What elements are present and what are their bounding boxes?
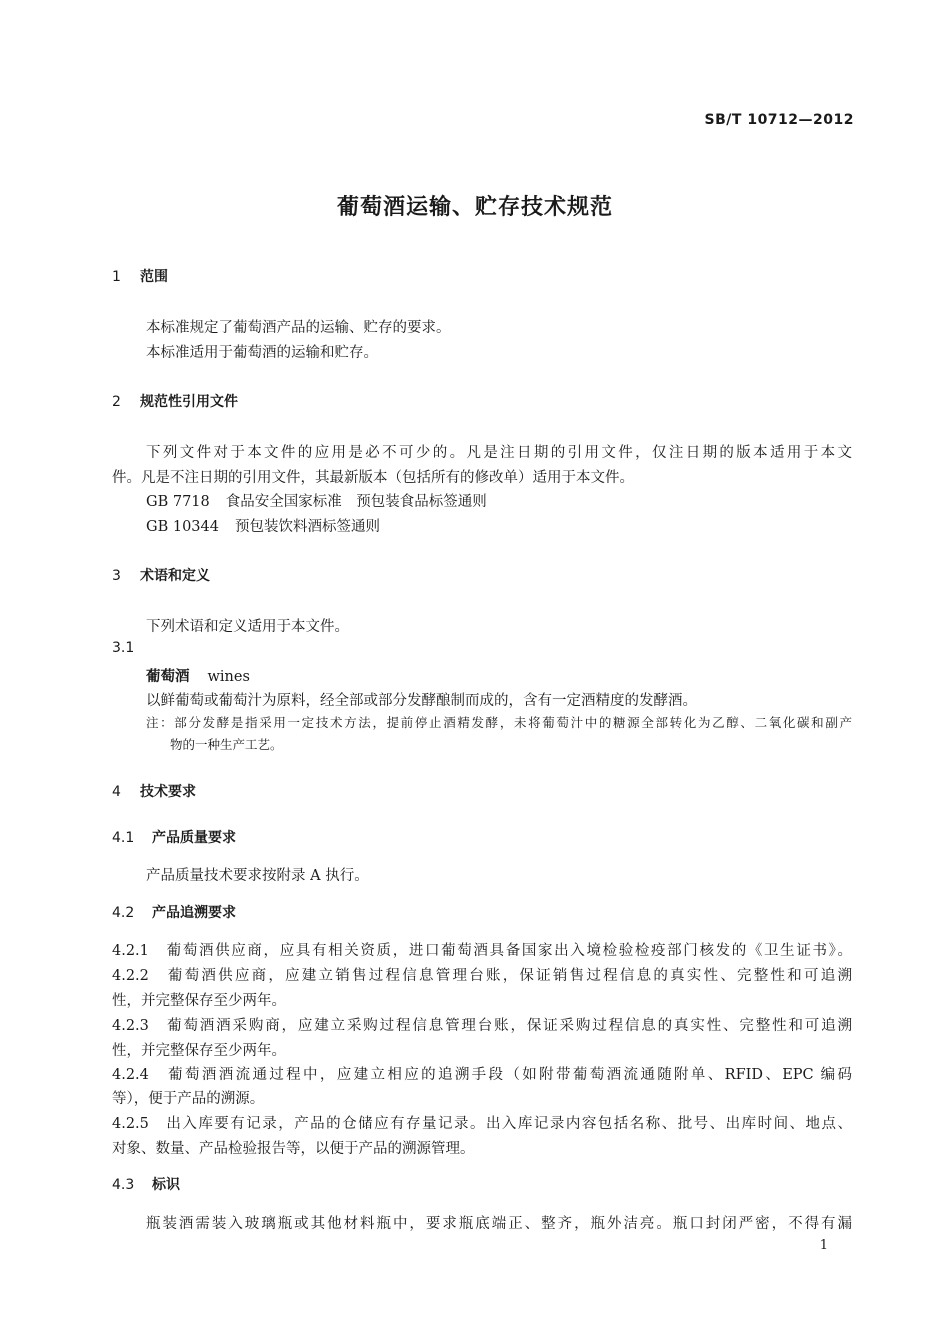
standard-code: SB/T 10712—2012 (704, 112, 854, 128)
reference-title: 食品安全国家标准 预包装食品标签通则 (225, 494, 487, 510)
page-number: 1 (819, 1238, 828, 1253)
reference-item (146, 490, 487, 511)
reference-title: 预包装饮料酒标签通则 (234, 519, 380, 535)
section-number: 2 (112, 394, 121, 410)
section-1-heading (112, 266, 168, 286)
section-title: 技术要求 (140, 784, 196, 800)
subsection-4-2-heading (112, 902, 236, 922)
note: 物的一种生产工艺。 (170, 737, 283, 752)
section-4-heading (112, 781, 196, 801)
reference-code: GB 10344 (146, 519, 219, 535)
reference-code: GB 7718 (146, 494, 210, 510)
note: 注：部分发酵是指采用一定技术方法，提前停止酒精发酵，未将葡萄汁中的糖源全部转化为乙醇、二氧化碳和副产 (146, 715, 852, 730)
clause-4-2-3: 4.2.3 葡萄酒酒采购商，应建立采购过程信息管理台账，保证采购过程信息的真实性、完整性和可追溯 (112, 1018, 852, 1034)
paragraph: 下列术语和定义适用于本文件。 (146, 619, 349, 635)
term-entry (146, 665, 250, 686)
section-title: 规范性引用文件 (140, 394, 238, 410)
section-number: 4 (112, 784, 121, 800)
term-cn: 葡萄酒 (146, 669, 190, 685)
paragraph: 下列文件对于本文件的应用是必不可少的。凡是注日期的引用文件，仅注日期的版本适用于本文 (146, 445, 852, 461)
paragraph: 件。凡是不注日期的引用文件，其最新版本（包括所有的修改单）适用于本文件。 (112, 470, 634, 486)
clause-continuation: 性，并完整保存至少两年。 (112, 1043, 286, 1059)
paragraph: 本标准适用于葡萄酒的运输和贮存。 (146, 345, 378, 361)
subsection-4-3-heading (112, 1174, 180, 1194)
term-definition: 以鲜葡萄或葡萄汁为原料，经全部或部分发酵酿制而成的，含有一定酒精度的发酵酒。 (146, 693, 697, 709)
clause-continuation: 对象、数量、产品检验报告等，以便于产品的溯源管理。 (112, 1141, 475, 1157)
subsection-number: 4.2 (112, 905, 135, 921)
subsection-4-1-heading (112, 827, 236, 847)
clause-4-2-2: 4.2.2 葡萄酒供应商，应建立销售过程信息管理台账，保证销售过程信息的真实性、完整性和可追溯 (112, 968, 852, 984)
paragraph: 瓶装酒需装入玻璃瓶或其他材料瓶中，要求瓶底端正、整齐，瓶外洁亮。瓶口封闭严密，不得有漏 (146, 1216, 852, 1232)
subsection-number: 4.3 (112, 1177, 135, 1193)
clause-4-2-5: 4.2.5 出入库要有记录，产品的仓储应有存量记录。出入库记录内容包括名称、批号、出库时间、地点、 (112, 1116, 852, 1132)
section-number: 3 (112, 568, 121, 584)
document-title: 葡萄酒运输、贮存技术规范 (336, 195, 613, 220)
section-3-heading (112, 565, 210, 585)
clause-4-2-4: 4.2.4 葡萄酒酒流通过程中，应建立相应的追溯手段（如附带葡萄酒流通随附单、RFID、EPC 编码 (112, 1067, 852, 1083)
subsection-number: 4.1 (112, 830, 135, 846)
clause-4-2-1: 4.2.1 葡萄酒供应商，应具有相关资质，进口葡萄酒具备国家出入境检验检疫部门核发的《卫生证书》。 (112, 943, 852, 959)
section-2-heading (112, 391, 238, 411)
subsection-title: 产品追溯要求 (152, 905, 236, 921)
section-title: 术语和定义 (140, 568, 210, 584)
paragraph: 产品质量技术要求按附录 A 执行。 (146, 868, 369, 884)
section-title: 范围 (140, 269, 168, 285)
term-number: 3.1 (112, 640, 135, 656)
clause-continuation: 性，并完整保存至少两年。 (112, 993, 286, 1009)
subsection-title: 产品质量要求 (152, 830, 236, 846)
clause-continuation: 等），便于产品的溯源。 (112, 1091, 265, 1107)
paragraph: 本标准规定了葡萄酒产品的运输、贮存的要求。 (146, 320, 451, 336)
subsection-title: 标识 (152, 1177, 180, 1193)
section-number: 1 (112, 269, 121, 285)
term-en: wines (207, 669, 250, 685)
reference-item (146, 515, 380, 536)
